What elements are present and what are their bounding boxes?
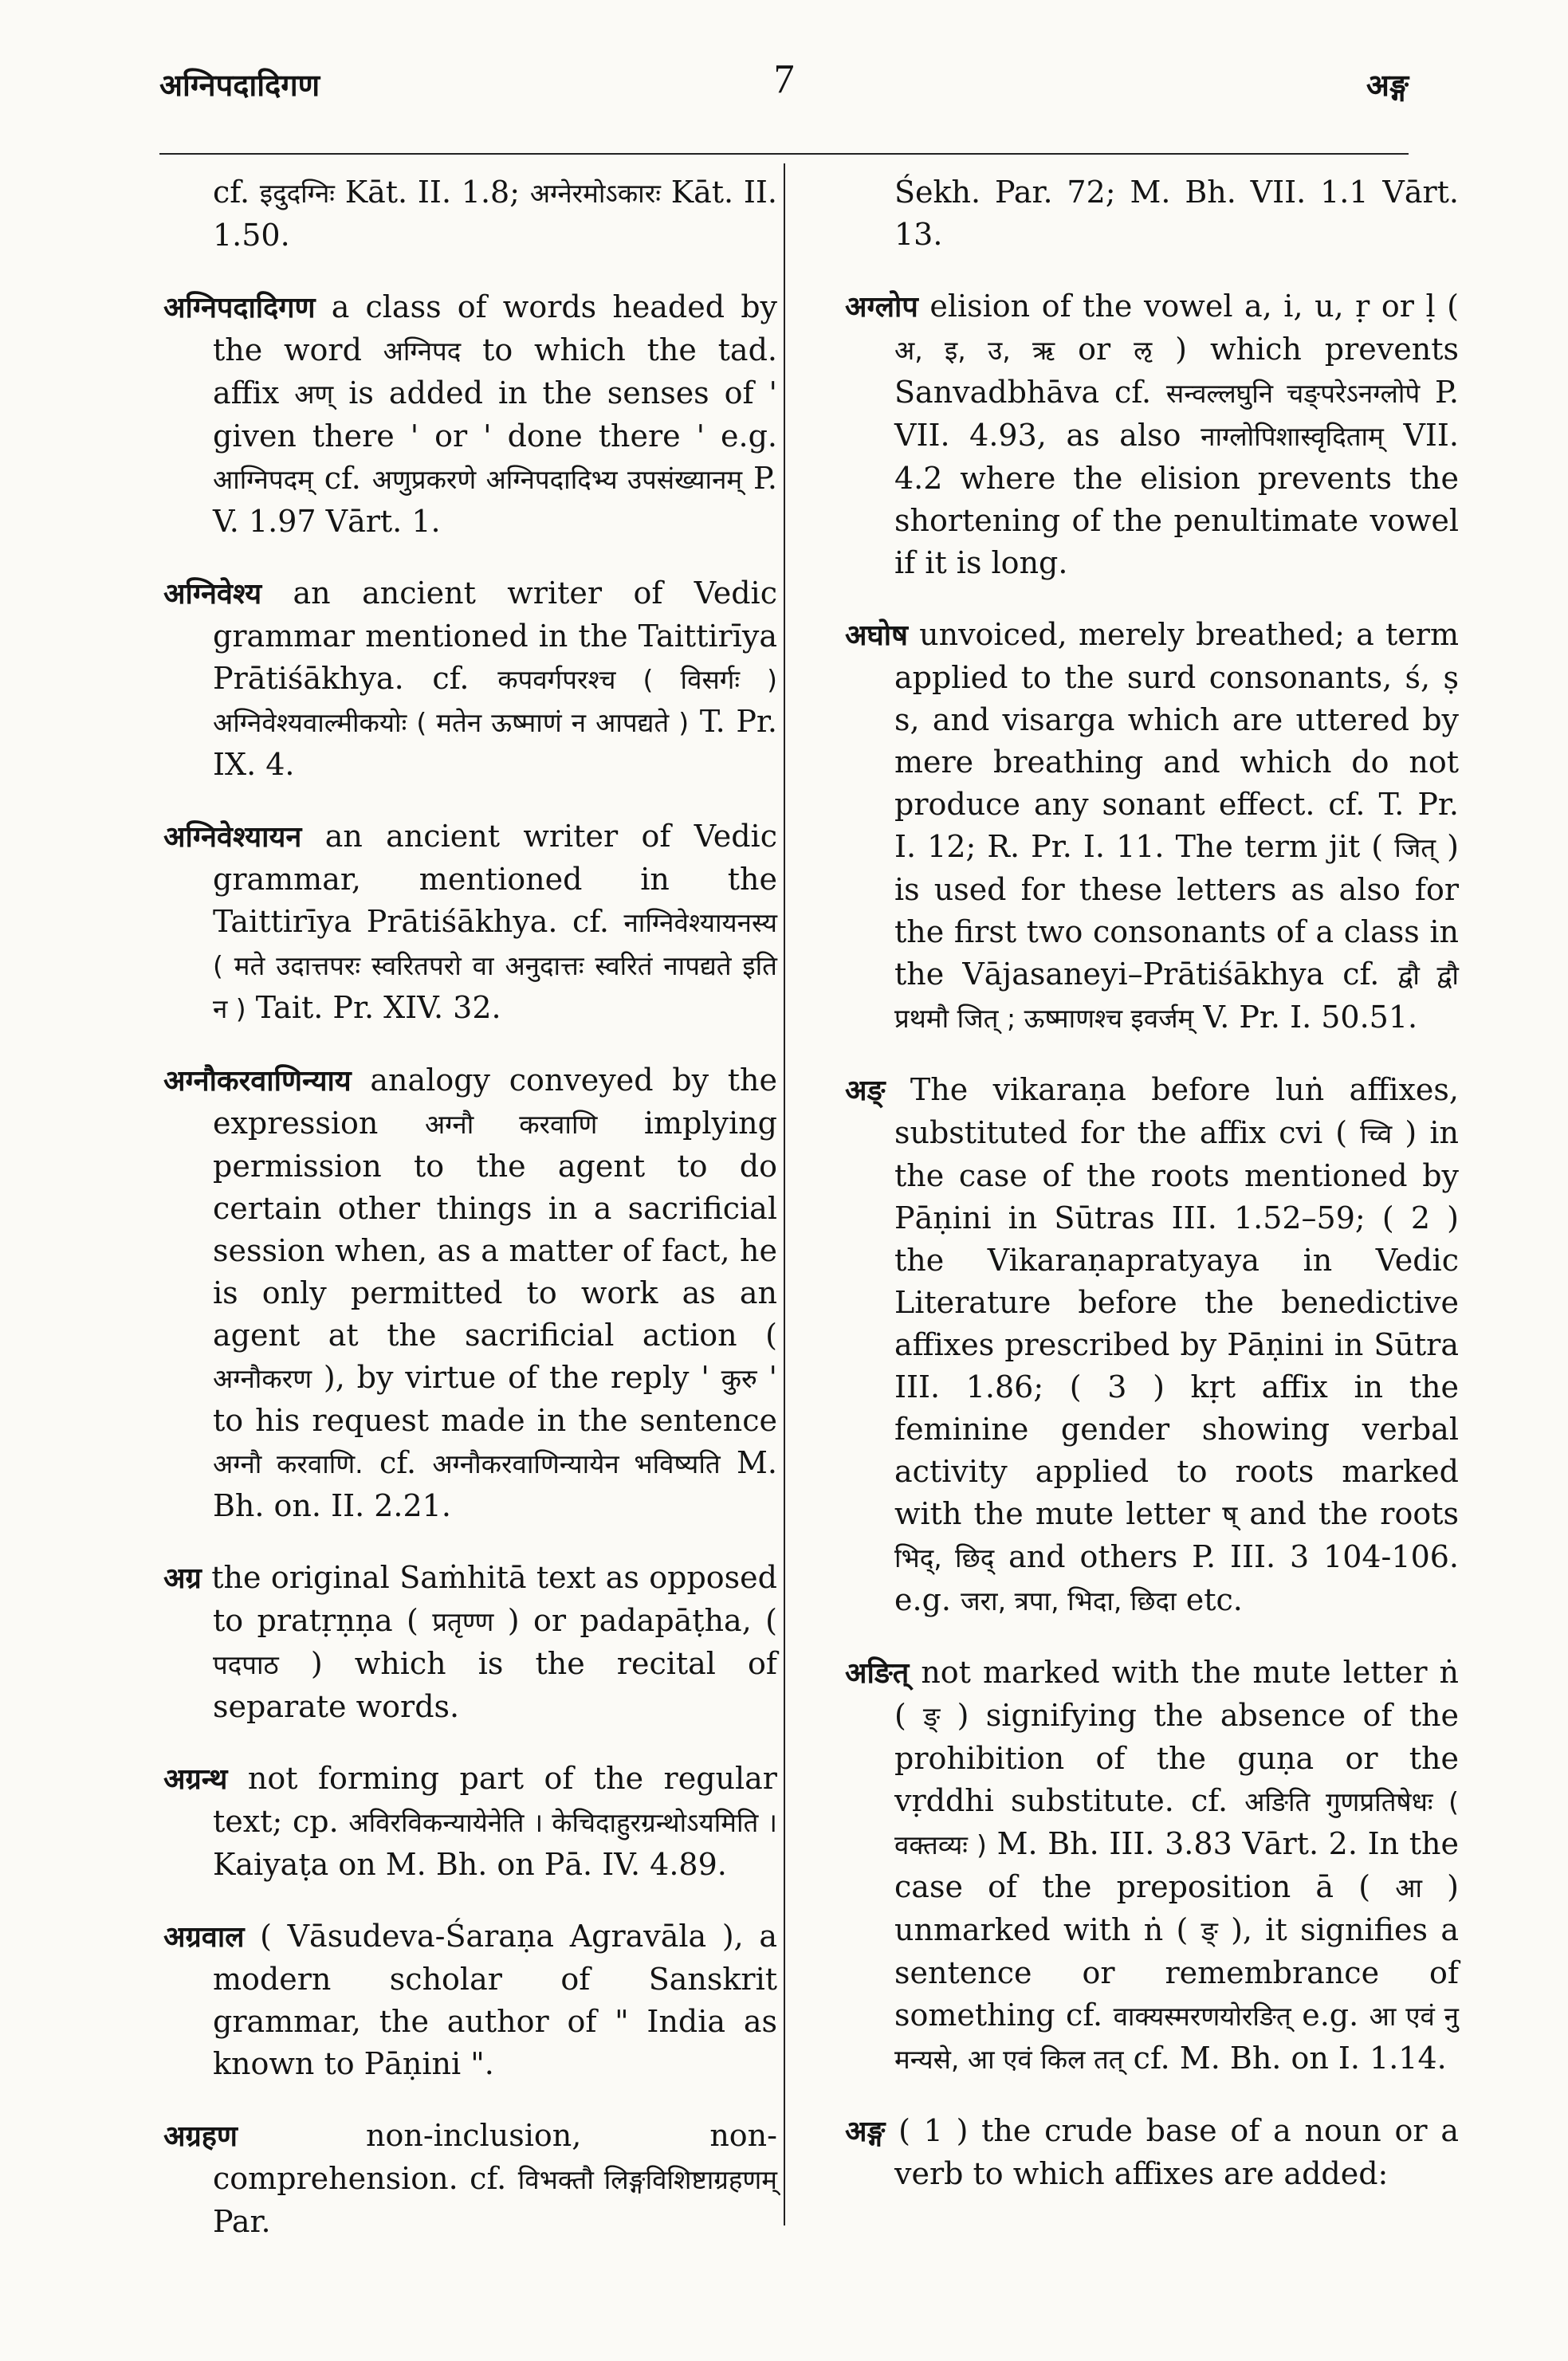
page-header [159,56,1409,120]
dictionary-entry [163,1915,777,2085]
devanagari-text: अविरविकन्यायेनेति । केचिदाहुरग्रन्थोऽयमिति । [348,1807,777,1838]
devanagari-text: च्वि [1360,1118,1393,1149]
definition-text: ) or padapāṭha, ( [507,1603,777,1638]
left-entries [163,286,777,2243]
dictionary-entry [163,1059,777,1527]
definition-text: or [1078,332,1111,367]
devanagari-text: सन्वल्लघुनि चङ्परेऽनग्लोपे [1165,378,1421,409]
definition-text: and others P. III. 3 104-106. e.g. [894,1539,1460,1617]
devanagari-text: अण् [294,379,334,410]
definition-text: ) is used for these letters as also for the first two consonants of a class in the Vājasaneyi–Prātiśākhya cf. [894,829,1459,992]
definition-text: Tait. Pr. XIV. 32. [255,990,501,1025]
column-separator [784,163,785,2225]
definition-text: cf. M. Bh. on I. 1.14. [1133,2041,1447,2076]
devanagari-text: अग्नौ करवाणि. [213,1448,364,1479]
running-head-right: अङ्ग [1366,68,1409,103]
definition-text: ), it signifies a sentence or remembrance of something cf. [894,1912,1459,2033]
headword: अङित् [845,1657,910,1690]
devanagari-text: नाग्लोपिशास्वृदिताम् [1201,421,1384,452]
devanagari-text: विभक्तौ लिङ्गविशिष्टाग्रहणम् [517,2164,777,2195]
headword: अग्नौकरवाणिन्याय [163,1065,352,1098]
devanagari-text: अ, इ, उ, ऋ [894,335,1055,366]
dictionary-entry [845,2110,1459,2195]
definition-text: Par. [213,2204,271,2239]
definition-text: The vikaraṇa before luṅ affixes, substituted for the affix cvi ( [894,1072,1459,1150]
definition-text: analogy conveyed by the expression [213,1063,777,1141]
headword: अग्निपदादिगण [163,292,316,324]
definition-text: VII. 4.2 where the elision prevents the shortening of the penultimate vowel if it is long. [894,418,1459,580]
definition-text: ) which prevents Sanvadbhāva cf. [894,332,1459,410]
dictionary-entry [845,614,1459,1039]
definition-text: and the roots [1249,1496,1459,1531]
definition-text: non-inclusion, non-comprehension. cf. [213,2118,777,2196]
devanagari-text: कपवर्गपरश्च ( विसर्गः ) अग्निवेश्यवाल्मीकयोः ( मतेन ऊष्माणं न आपद्यते ) [213,664,777,738]
definition-text: not marked with the mute letter ṅ ( [894,1655,1459,1733]
headword: अङ् [845,1074,886,1107]
devanagari-text: पदपाठ [213,1649,279,1680]
definition-text: M. Bh. on. II. 2.21. [213,1445,777,1523]
headword: अग्लोप [845,291,918,324]
devanagari-text: जित् [1394,832,1436,863]
definition-text: cf. [324,461,361,496]
definition-text: ), by virtue of the reply ' [323,1360,709,1395]
dictionary-entry [163,572,777,786]
continuation-text: Śekh. Par. 72; M. Bh. VII. 1.1 Vārt. 13. [894,175,1459,252]
devanagari-text: जरा, त्रपा, भिदा, छिदा [961,1585,1177,1617]
dictionary-entry [845,1069,1459,1622]
definition-text: M. Bh. III. 3.83 Vārt. 2. In the case of the preposition ā ( [894,1826,1459,1904]
dictionary-entry [163,1557,777,1728]
definition-text: unvoiced, merely breathed; a term applied to the surd consonants, ś, ṣ s, and visarga which are uttered by mere breathing and which do not produce any sonant effect. cf. T. Pr. I. 12; R. Pr. I. 11. The term jit ( [894,617,1459,864]
right-entries [845,285,1459,2195]
devanagari-text: अग्नौकरवाणिन्यायेन भविष्यति [432,1448,721,1479]
definition-text: elision of the vowel a, i, u, ṛ or ḷ ( [929,289,1459,324]
dictionary-entry [845,285,1459,584]
continuation-text: cf. इदुदग्निः Kāt. II. 1.8; अग्नेरमोऽकारः Kāt. II. 1.50. [213,175,777,253]
definition-text: ) unmarked with ṅ ( [894,1869,1459,1947]
definition-text: e.g. [1302,1998,1359,2033]
definition-text: ) in the case of the roots mentioned by Pāṇini in Sūtras III. 1.52–59; ( 2 ) the Vikaraṇapratyaya in Vedic Literature before the benedictive affixes prescribed by Pāṇini in Sūtra III. 1.86; ( 3 ) kṛt affix in the feminine gender showing verbal activity applied to roots marked with the mute letter [894,1115,1459,1531]
definition-text: ( 1 ) the crude base of a noun or a verb to which affixes are added: [894,2113,1459,2191]
headword: अग्रवाल [163,1921,245,1954]
definition-text: not forming part of the regular text; cp. [213,1761,777,1839]
definition-text: to which the tad. affix [213,332,777,411]
devanagari-text: अणुप्रकरणे अग्निपदादिभ्य उपसंख्यानम् [371,464,743,495]
devanagari-text: अग्निपद [383,336,462,367]
headword: अग्निवेश्यायन [163,821,302,854]
devanagari-text: आग्निपदम् [213,464,313,495]
header-rule [159,153,1409,155]
devanagari-text: ङ् [923,1701,941,1732]
devanagari-text: द्वौ द्वौ प्रथमौ जित् ; ऊष्माणश्च इवर्जम् [894,960,1459,1034]
definition-text: P. V. 1.97 Vārt. 1. [213,461,777,539]
definition-text: ( Vāsudeva-Śaraṇa Agravāla ), a modern scholar of Sanskrit grammar, the author of " India as known to Pāṇini ". [213,1919,777,2081]
definition-text: cf. [379,1445,417,1480]
definition-text: Kaiyaṭa on M. Bh. on Pā. IV. 4.89. [213,1847,727,1882]
dictionary-entry [163,2115,777,2243]
headword: अग्निवेश्य [163,578,262,611]
devanagari-text: भिद्, छिद् [894,1542,995,1573]
definition-text: the original Saṁhitā text as opposed to pratṛṇṇa ( [211,1560,777,1638]
dictionary-entry [845,1652,1459,2080]
definition-text: T. Pr. IX. 4. [213,704,777,782]
headword: अग्र [163,1562,202,1595]
definition-text: ) which is the recital of separate words. [213,1646,777,1724]
definition-text: ' to his request made in the sentence [213,1360,777,1438]
definition-text: an ancient writer of Vedic grammar mentioned in the Taittirīya Prātiśākhya. cf. [213,576,777,696]
headword: अग्रहण [163,2120,238,2153]
definition-text: V. Pr. I. 50.51. [1203,1000,1418,1035]
devanagari-text: आ एवं नु मन्यसे, आ एवं किल तत् [894,2001,1459,2075]
left-column [163,171,777,2273]
dictionary-entry [163,815,777,1030]
dictionary-entry [163,286,777,543]
page-number: 7 [773,57,795,102]
devanagari-text: अग्नौ करवाणि [424,1109,598,1140]
definition-text: P. VII. 4.93, as also [894,375,1459,453]
devanagari-text: वाक्यस्मरणयोरङित् [1113,2001,1291,2032]
devanagari-text: प्रतृण्ण [432,1606,494,1637]
devanagari-text: नाग्निवेश्यायनस्य ( मते उदात्तपरः स्वरितपरो वा अनुदात्तः स्वरितं नापद्यते इति न ) [213,907,777,1024]
definition-text: a class of words headed by the word [213,289,777,367]
devanagari-text: कुरु [721,1363,757,1394]
definition-text: an ancient writer of Vedic grammar, mentioned in the Taittirīya Prātiśākhya. cf. [213,819,777,939]
devanagari-text: अङिति गुणप्रतिषेधः ( वक्तव्यः ) [894,1786,1459,1860]
headword: अङ्ग [845,2115,886,2148]
headword: अग्रन्थ [163,1763,228,1796]
devanagari-text: ऌ [1134,335,1153,366]
devanagari-text: ष् [1222,1499,1238,1530]
devanagari-text: अग्नौकरण [213,1363,312,1394]
definition-text: is added in the senses of ' given there ' or ' done there ' e.g. [213,375,777,454]
devanagari-text: ङ् [1201,1915,1218,1947]
definition-text: implying permission to the agent to do certain other things in a sacrificial session when, as a matter of fact, he is only permitted to work as an agent at the sacrificial action ( [213,1106,777,1353]
right-column [845,171,1459,2225]
headword: अघोष [845,619,908,652]
definition-text: etc. [1185,1582,1243,1617]
definition-text: ) signifying the absence of the prohibition of the guṇa or the vṛddhi substitute. cf. [894,1698,1459,1818]
dictionary-entry [163,1758,777,1886]
devanagari-text: आ [1395,1872,1422,1903]
running-head-left: अग्निपदादिगण [159,68,320,103]
